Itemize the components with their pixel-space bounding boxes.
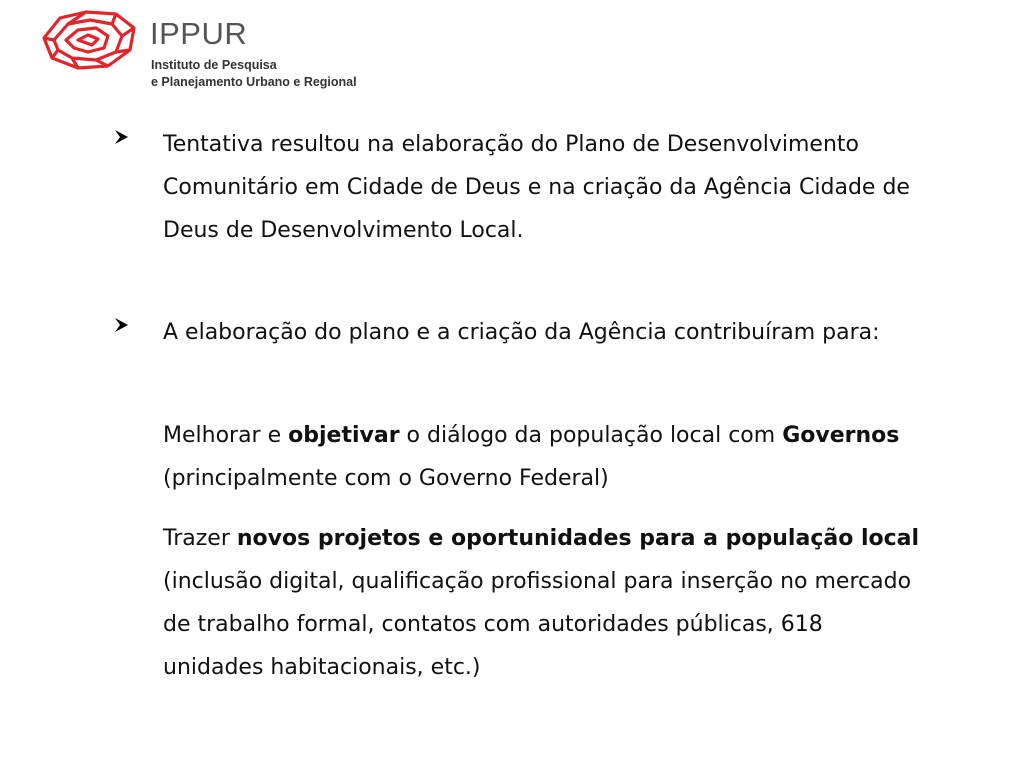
text-run: Trazer	[163, 526, 237, 551]
bold-text-run: novos projetos e oportunidades para a população local	[236, 526, 920, 551]
bold-text-run: objetivar	[288, 423, 400, 448]
text-run: Melhorar e	[163, 423, 289, 448]
text-run: o diálogo da população local com	[399, 423, 783, 448]
bullet-text: A elaboração do plano e a criação da Agência contribuíram para:	[163, 320, 880, 345]
org-subtitle-line-2: e Planejamento Urbano e Regional	[151, 75, 357, 89]
sub-item-text	[163, 517, 923, 689]
sub-item-text	[163, 414, 923, 500]
text-run: (inclusão digital, qualificação profissional para inserção no mercado de trabalho formal, contatos com autoridades públicas, 618 unidades habitacionais, etc.)	[163, 569, 912, 680]
arrowhead-bullet-icon	[110, 317, 132, 333]
ippur-logo-icon	[38, 8, 138, 72]
text-run: (principalmente com o Governo Federal)	[163, 466, 609, 491]
bullet-text: Tentativa resultou na elaboração do Plano de Desenvolvimento Comunitário em Cidade de Deus e na criação da Agência Cidade de Deus de Desenvolvimento Local.	[163, 132, 910, 243]
arrowhead-bullet-icon	[110, 129, 132, 145]
org-name: IPPUR	[150, 16, 248, 51]
bold-text-run: Governos	[782, 423, 900, 448]
header	[0, 0, 1024, 105]
org-subtitle-line-1: Instituto de Pesquisa	[151, 58, 277, 72]
